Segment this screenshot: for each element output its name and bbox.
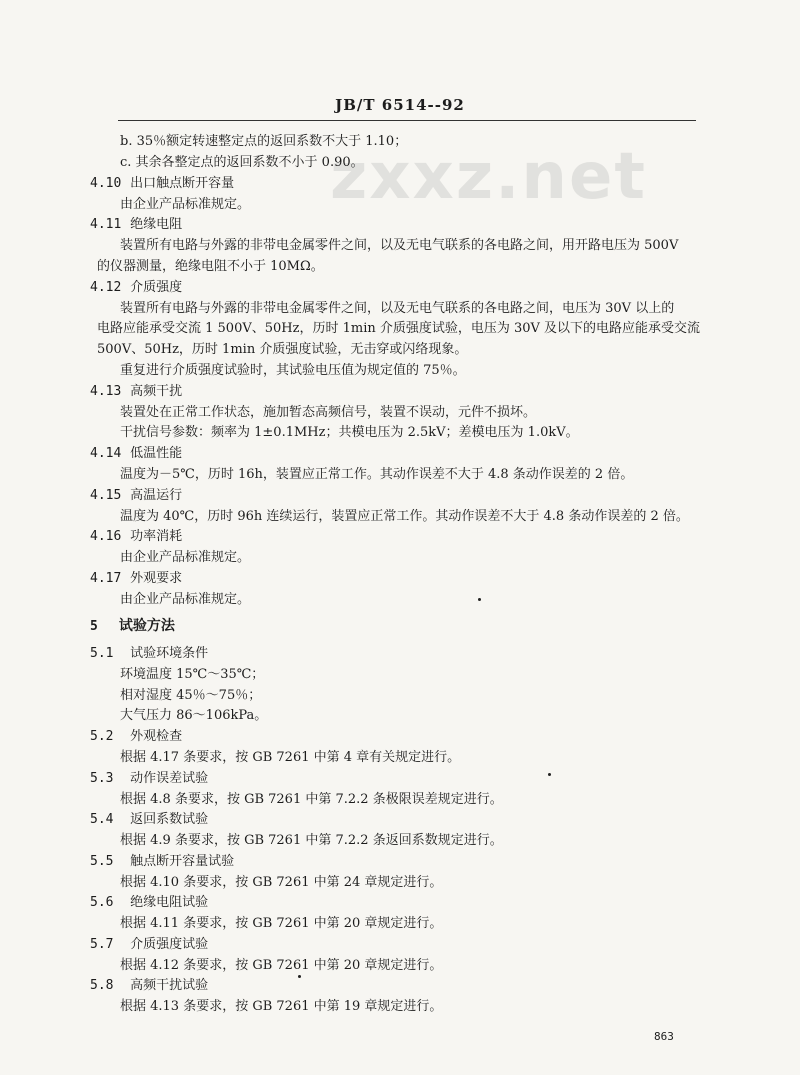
section-5-7-heading [90, 936, 208, 954]
section-5-6-heading [90, 894, 208, 912]
section-title: 绝缘电阻 [130, 217, 183, 232]
section-body: 的仪器测量，绝缘电阻不小于 10MΩ。 [97, 259, 324, 274]
section-4-13-heading [90, 383, 182, 401]
page-header: JB/T 6514--92 [335, 96, 465, 114]
header-rule [118, 120, 696, 121]
section-5-1-heading [90, 645, 208, 663]
section-5-4-heading [90, 811, 208, 829]
section-title: 返回系数试验 [130, 812, 209, 827]
section-number: 5.3 [90, 771, 114, 786]
section-number: 4.17 [90, 571, 122, 586]
section-title: 动作误差试验 [130, 771, 209, 786]
section-body: 根据 4.13 条要求，按 GB 7261 中第 19 章规定进行。 [120, 999, 443, 1014]
scan-speck [548, 773, 551, 776]
env-humidity: 相对湿度 45％～75％； [120, 688, 262, 703]
section-title: 出口触点断开容量 [130, 176, 235, 191]
section-4-10-heading [90, 175, 234, 193]
section-5-heading [90, 617, 175, 636]
section-body: 装置所有电路与外露的非带电金属零件之间，以及无电气联系的各电路之间，用开路电压为 500V [120, 238, 679, 253]
section-title: 功率消耗 [130, 529, 183, 544]
section-title: 触点断开容量试验 [130, 854, 235, 869]
section-4-17-heading [90, 570, 182, 588]
section-number: 4.11 [90, 217, 122, 232]
section-body: 由企业产品标准规定。 [120, 197, 251, 212]
section-body: 根据 4.11 条要求，按 GB 7261 中第 20 章规定进行。 [120, 916, 443, 931]
section-number: 4.10 [90, 176, 122, 191]
section-body: 装置处在正常工作状态，施加暂态高频信号，装置不误动，元件不损坏。 [120, 405, 537, 420]
section-body: 装置所有电路与外露的非带电金属零件之间，以及无电气联系的各电路之间，电压为 30V 以上的 [120, 301, 675, 316]
section-title: 介质强度 [130, 280, 183, 295]
item-c: c. 其余各整定点的返回系数不小于 0.90。 [120, 155, 364, 170]
section-number: 5.6 [90, 895, 114, 910]
item-b: b. 35％额定转速整定点的返回系数不大于 1.10； [120, 134, 408, 149]
env-temperature: 环境温度 15℃～35℃； [120, 667, 265, 682]
section-body: 500V、50Hz，历时 1min 介质强度试验，无击穿或闪络现象。 [97, 342, 468, 357]
section-title: 绝缘电阻试验 [130, 895, 209, 910]
scan-speck [298, 975, 301, 978]
section-4-14-heading [90, 445, 182, 463]
section-title: 高频干扰试验 [130, 978, 209, 993]
section-4-12-heading [90, 279, 182, 297]
section-number: 4.16 [90, 529, 122, 544]
section-body: 由企业产品标准规定。 [120, 550, 251, 565]
section-body: 温度为 40℃，历时 96h 连续运行，装置应正常工作。其动作误差不大于 4.8 条动作误差的 2 倍。 [120, 509, 689, 524]
section-title: 外观检查 [130, 729, 183, 744]
section-body: 由企业产品标准规定。 [120, 592, 251, 607]
section-number: 5.8 [90, 978, 114, 993]
section-5-8-heading [90, 977, 208, 995]
section-5-3-heading [90, 770, 208, 788]
section-number: 5.5 [90, 854, 114, 869]
section-body: 根据 4.17 条要求，按 GB 7261 中第 4 章有关规定进行。 [120, 750, 461, 765]
section-title: 高温运行 [130, 488, 183, 503]
scan-speck [478, 598, 481, 601]
section-body: 电路应能承受交流 1 500V、50Hz，历时 1min 介质强度试验，电压为 30V 及以下的电路应能承受交流 [97, 321, 701, 336]
section-title: 高频干扰 [130, 384, 183, 399]
section-number: 5 [90, 619, 98, 634]
section-number: 4.14 [90, 446, 122, 461]
section-5-2-heading [90, 728, 182, 746]
section-number: 5.1 [90, 646, 114, 661]
section-number: 5.7 [90, 937, 114, 952]
section-title: 低温性能 [130, 446, 183, 461]
section-4-16-heading [90, 528, 182, 546]
section-4-11-heading [90, 216, 182, 234]
section-body: 根据 4.9 条要求，按 GB 7261 中第 7.2.2 条返回系数规定进行。 [120, 833, 503, 848]
section-number: 4.12 [90, 280, 122, 295]
page-number: 863 [654, 1030, 674, 1043]
section-number: 5.2 [90, 729, 114, 744]
section-title: 试验方法 [118, 618, 175, 634]
env-pressure: 大气压力 86～106kPa。 [120, 708, 268, 723]
section-body: 干扰信号参数：频率为 1±0.1MHz；共模电压为 2.5kV；差模电压为 1.0kV。 [120, 425, 579, 440]
section-title: 介质强度试验 [130, 937, 209, 952]
section-body: 根据 4.8 条要求，按 GB 7261 中第 7.2.2 条极限误差规定进行。 [120, 792, 503, 807]
section-number: 5.4 [90, 812, 114, 827]
section-title: 试验环境条件 [130, 646, 209, 661]
section-body: 根据 4.10 条要求，按 GB 7261 中第 24 章规定进行。 [120, 875, 443, 890]
section-body: 重复进行介质强度试验时，其试验电压值为规定值的 75％。 [120, 363, 466, 378]
section-body: 温度为－5℃，历时 16h，装置应正常工作。其动作误差不大于 4.8 条动作误差的 2 倍。 [120, 467, 634, 482]
section-number: 4.15 [90, 488, 122, 503]
watermark: zxxz.net [330, 140, 647, 214]
section-body: 根据 4.12 条要求，按 GB 7261 中第 20 章规定进行。 [120, 958, 443, 973]
section-title: 外观要求 [130, 571, 183, 586]
section-number: 4.13 [90, 384, 122, 399]
section-4-15-heading [90, 487, 182, 505]
section-5-5-heading [90, 853, 234, 871]
